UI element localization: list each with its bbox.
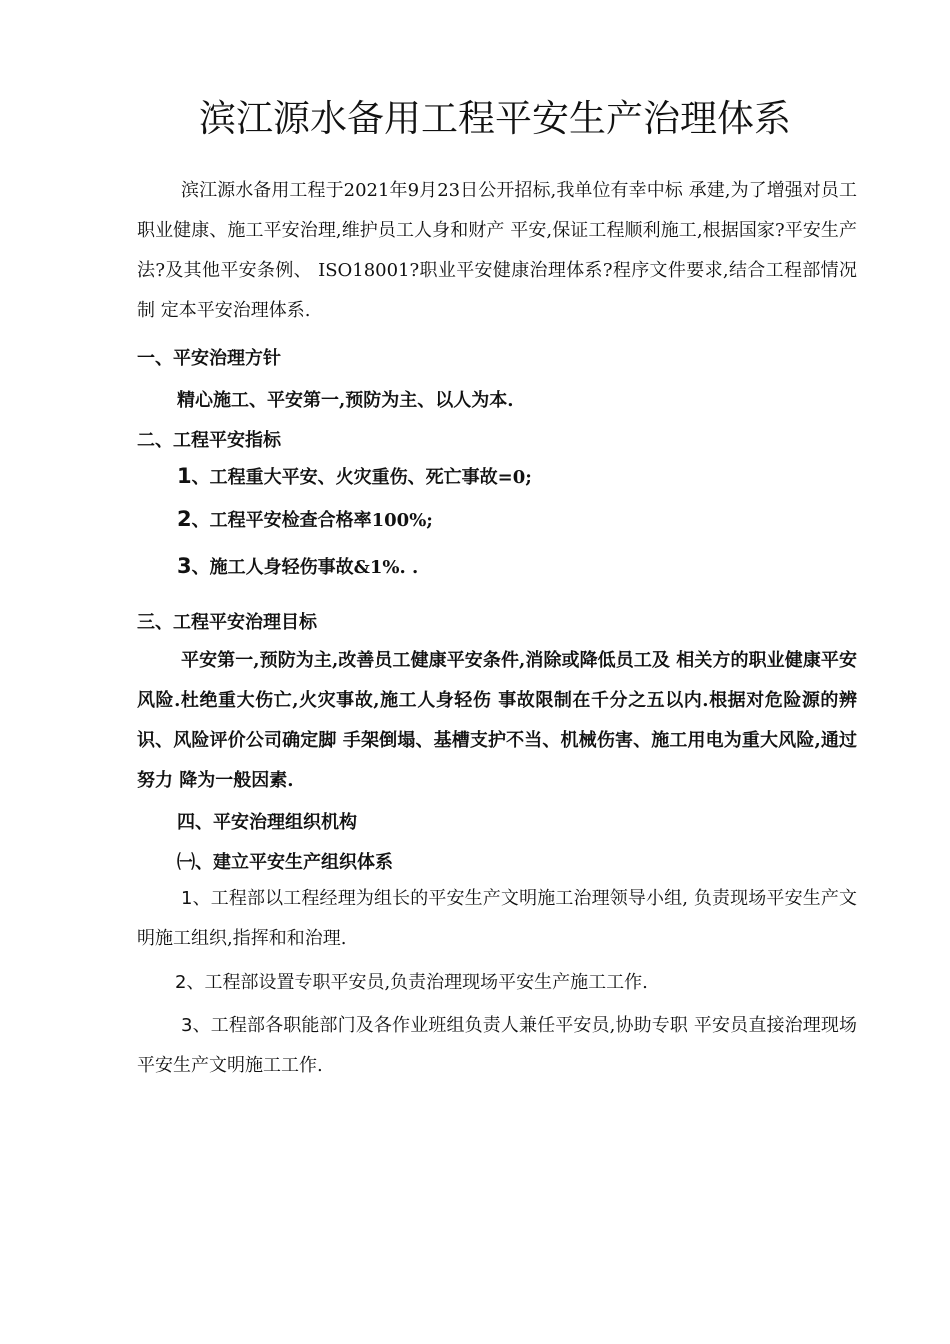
item-text: 、工程部以工程经理为组长的平安生产文明施工治理领导小组, 负责现场平安生产文明施工组织,指挥和和治理. xyxy=(137,888,857,949)
section2-heading: 二、工程平安指标 xyxy=(137,430,281,451)
document-title: 滨江源水备用工程平安生产治理体系 xyxy=(199,97,791,140)
section3-heading: 三、工程平安治理目标 xyxy=(137,612,317,633)
indicator-number: 3 xyxy=(177,554,192,578)
section1-heading: 一、平安治理方针 xyxy=(137,348,281,369)
organization-item xyxy=(137,879,857,959)
item-number: 1 xyxy=(181,888,193,909)
section4-heading: 四、平安治理组织机构 xyxy=(177,812,357,833)
intro-paragraph: 滨江源水备用工程于2021年9月23日公开招标,我单位有幸中标 承建,为了增强对员工职业健康、施工平安治理,维护员工人身和财产 平安,保证工程顺利施工,根据国家?平安生产法?及其他平安条例、 ISO18001?职业平安健康治理体系?程序文件要求,结合工程部情况制 定本平安治理体系. xyxy=(137,180,857,321)
item-number: 2 xyxy=(175,972,187,993)
item-text: 、工程部设置专职平安员,负责治理现场平安生产施工工作. xyxy=(186,972,648,993)
section1-body: 精心施工、平安第一,预防为主、以人为本. xyxy=(177,390,514,411)
organization-item xyxy=(137,1006,857,1086)
item-number: 3 xyxy=(181,1015,193,1036)
section3-body: 平安第一,预防为主,改善员工健康平安条件,消除或降低员工及 相关方的职业健康平安风险.杜绝重大伤亡,火灾事故,施工人身轻伤 事故限制在千分之五以内.根据对危险源的辨识、风险评价公司确定脚 手架倒塌、基槽支护不当、机械伤害、施工用电为重大风险,通过努力 降为一般因素. xyxy=(137,650,857,791)
indicator-item xyxy=(177,553,418,579)
organization-item xyxy=(137,963,857,1003)
indicator-text: 、施工人身轻伤事故&1%. . xyxy=(191,557,419,578)
indicator-text: 、工程重大平安、火灾重伤、死亡事故=0; xyxy=(191,467,532,488)
section4-subheading: ㈠、建立平安生产组织体系 xyxy=(177,852,393,873)
indicator-number: 2 xyxy=(177,507,192,531)
indicator-number: 1 xyxy=(177,464,192,488)
item-text: 、工程部各职能部门及各作业班组负责人兼任平安员,协助专职 平安员直接治理现场平安生产文明施工工作. xyxy=(137,1015,857,1076)
indicator-item xyxy=(177,463,532,489)
indicator-text: 、工程平安检查合格率100%; xyxy=(191,510,433,531)
indicator-item xyxy=(177,506,433,532)
